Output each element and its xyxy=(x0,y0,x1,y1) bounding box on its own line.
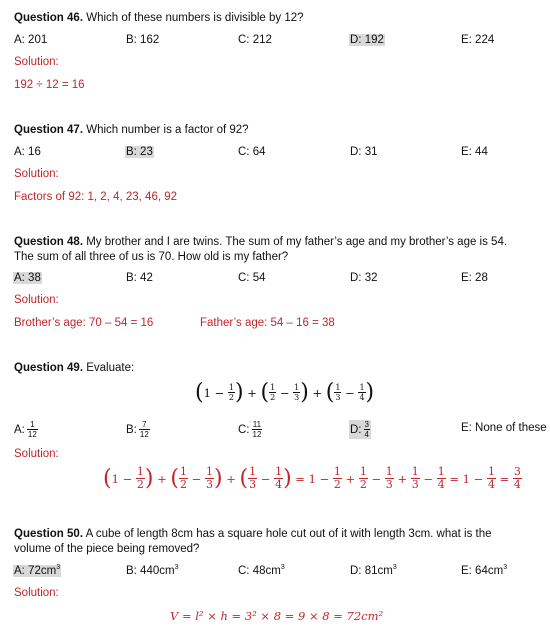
question-48-heading xyxy=(14,236,507,248)
q48-option-c[interactable]: C: 54 xyxy=(238,272,266,284)
question-48-text-line1: My brother and I are twins. The sum of my father’s age and my brother’s age is 54. xyxy=(83,236,508,248)
q46-option-c[interactable]: C: 212 xyxy=(238,34,272,46)
q49-option-d-correct[interactable]: D: $\frac{3}{4}$ xyxy=(350,420,369,439)
q47-solution-label: Solution: xyxy=(14,168,59,180)
q49-option-e[interactable]: E: None of these xyxy=(461,422,547,434)
question-47-heading xyxy=(14,124,249,136)
question-46-text: Which of these numbers is divisible by 12? xyxy=(83,12,304,24)
q49-option-c[interactable]: C: $\frac{11}{12}$ xyxy=(238,420,262,439)
question-47-label: Question 47. xyxy=(14,124,84,136)
q49-expression: (1 − $\frac{1}{2}$ ) + ( $\frac{1}{2}$ − $\frac{1}{3}$ ) + ( $\frac{1}{3}$ − $\frac{1}{4}$ ) xyxy=(195,380,375,405)
q48-solution-father: Father’s age: 54 – 16 = 38 xyxy=(200,317,335,329)
q48-option-a-correct[interactable]: A: 38 xyxy=(14,272,41,284)
question-49-label: Question 49. xyxy=(14,362,84,374)
question-46-label: Question 46. xyxy=(14,12,84,24)
question-46-heading xyxy=(14,12,304,24)
question-50-heading xyxy=(14,528,492,540)
question-48-label: Question 48. xyxy=(14,236,84,248)
q48-option-d[interactable]: D: 32 xyxy=(350,272,378,284)
q50-option-e[interactable]: E: $64cm^3$ xyxy=(461,564,508,577)
q47-solution: Factors of 92: 1, 2, 4, 23, 46, 92 xyxy=(14,191,178,203)
q46-solution: 192 ÷ 12 = 16 xyxy=(14,79,85,91)
q49-option-a[interactable]: A: $\frac{1}{12}$ xyxy=(14,420,37,439)
q46-solution-label: Solution: xyxy=(14,56,59,68)
question-49-heading xyxy=(14,362,134,374)
q49-option-b[interactable]: B: $\frac{7}{12}$ xyxy=(126,420,149,439)
q48-solution-label: Solution: xyxy=(14,294,59,306)
question-50-label: Question 50. xyxy=(14,528,84,540)
q46-option-d-correct[interactable]: D: 192 xyxy=(350,34,384,46)
q50-option-a-correct[interactable]: A: $72cm^3$ xyxy=(14,564,61,577)
q50-option-b[interactable]: B: $440cm^3$ xyxy=(126,564,179,577)
question-49-text: Evaluate: xyxy=(83,362,135,374)
q47-option-a[interactable]: A: 16 xyxy=(14,146,41,158)
q48-option-e[interactable]: E: 28 xyxy=(461,272,488,284)
q46-option-b[interactable]: B: 162 xyxy=(126,34,160,46)
q50-solution-label: Solution: xyxy=(14,587,59,599)
question-50-text-line2: volume of the piece being removed? xyxy=(14,543,200,555)
q47-option-b-correct[interactable]: B: 23 xyxy=(126,146,153,158)
q47-option-c[interactable]: C: 64 xyxy=(238,146,266,158)
q46-option-e[interactable]: E: 224 xyxy=(461,34,495,46)
question-47-text: Which number is a factor of 92? xyxy=(83,124,249,136)
q50-option-d[interactable]: D: $81cm^3$ xyxy=(350,564,397,577)
question-50-text-line1: A cube of length 8cm has a square hole cut out of it with length 3cm. what is the xyxy=(83,528,492,540)
q50-option-c[interactable]: C: $48cm^3$ xyxy=(238,564,285,577)
q46-option-a[interactable]: A: 201 xyxy=(14,34,48,46)
q47-option-d[interactable]: D: 31 xyxy=(350,146,378,158)
q47-option-e[interactable]: E: 44 xyxy=(461,146,488,158)
q48-option-b[interactable]: B: 42 xyxy=(126,272,153,284)
q49-solution-label: Solution: xyxy=(14,448,59,460)
q50-solution: V = l² × h = 3² × 8 = 9 × 8 = 72cm² xyxy=(170,609,384,623)
q49-solution: (1 − $\frac{1}{2}$ ) + ( $\frac{1}{2}$ − $\frac{1}{3}$ ) + ( $\frac{1}{3}$ − $\frac{1}{4}$ ) = 1 − $\frac{1}{2}$ + $\frac{1}{2}$ − $\frac{1}{3}$ + $\frac{1}{3}$ − $\frac{1}{4}$ = 1 − $\frac{1}{4}$ = $\frac{3}{4}$ xyxy=(103,465,521,491)
question-48-text-line2: The sum of all three of us is 70. How old is my father? xyxy=(14,251,289,263)
q48-solution-brother: Brother’s age: 70 – 54 = 16 xyxy=(14,317,154,329)
